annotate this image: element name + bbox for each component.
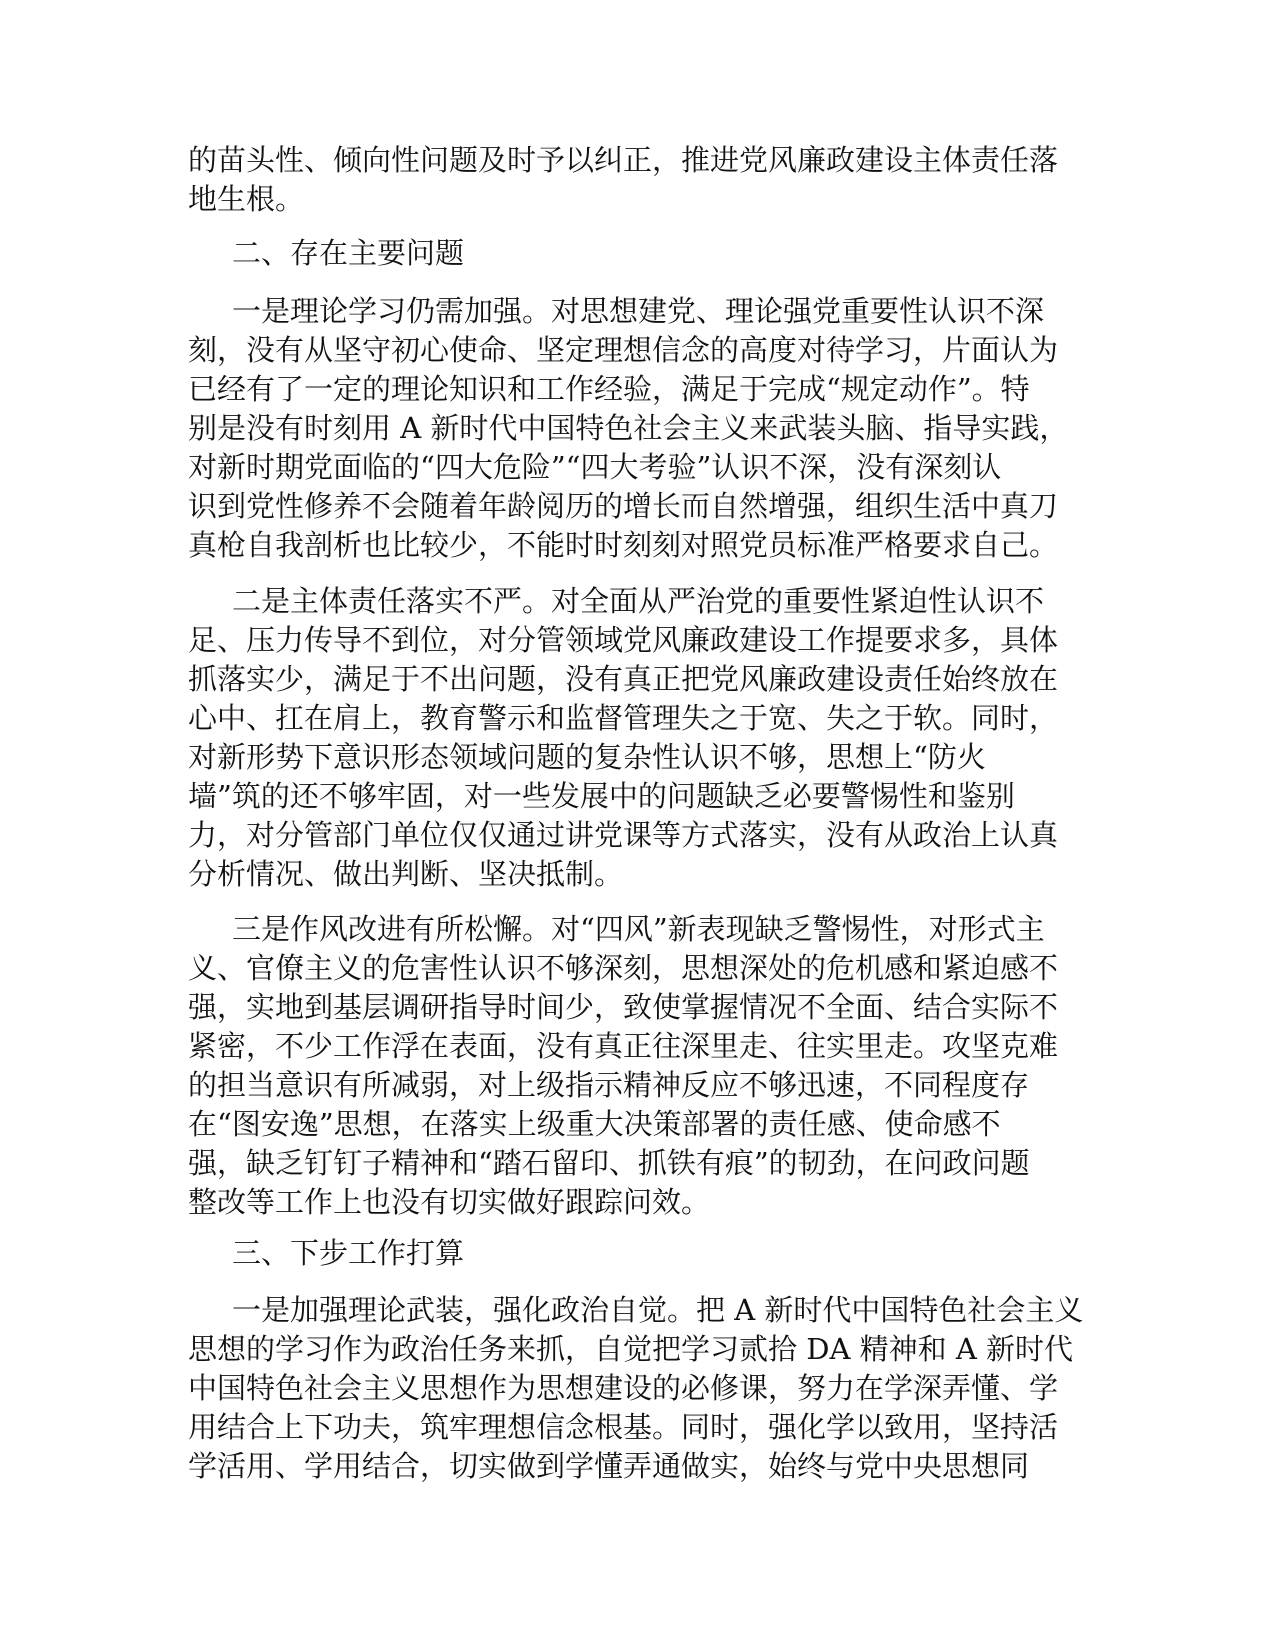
text-line: 义、官僚主义的危害性认识不够深刻，思想深处的危机感和紧迫感不 [188, 951, 1059, 985]
text-line: 一是理论学习仍需加强。对思想建党、理论强党重要性认识不深 [232, 294, 1045, 328]
text-line: 强，实地到基层调研指导时间少，致使掌握情况不全面、结合实际不 [188, 990, 1059, 1024]
text-line: 心中、扛在肩上，教育警示和监督管理失之于宽、失之于软。同时， [188, 701, 1059, 735]
text-line: 墙”筑的还不够牢固，对一些发展中的问题缺乏必要警惕性和鉴别 [188, 779, 1015, 813]
heading-text: 三、下步工作打算 [232, 1236, 465, 1270]
text-line: 抓落实少，满足于不出问题，没有真正把党风廉政建设责任始终放在 [188, 662, 1059, 696]
text-line: 思想的学习作为政治任务来抓，自觉把学习贰拾 DA 精神和 A 新时代 [188, 1332, 1074, 1366]
text-line: 已经有了一定的理论知识和工作经验，满足于完成“规定动作”。特 [188, 372, 1030, 406]
heading-text: 二、存在主要问题 [232, 236, 465, 270]
text-line: 足、压力传导不到位，对分管领域党风廉政建设工作提要求多，具体 [188, 623, 1059, 657]
text-line: 中国特色社会主义思想作为思想建设的必修课，努力在学深弄懂、学 [188, 1371, 1059, 1405]
text-line: 真枪自我剖析也比较少，不能时时刻刻对照党员标准严格要求自己。 [188, 528, 1059, 562]
paragraph-main-responsibility [188, 582, 1088, 894]
paragraph-plan-theory [188, 1291, 1088, 1486]
text-line: 别是没有时刻用 A 新时代中国特色社会主义来武装头脑、指导实践， [188, 411, 1069, 445]
text-line: 用结合上下功夫，筑牢理想信念根基。同时，强化学以致用，坚持活 [188, 1410, 1059, 1444]
paragraph-work-style [188, 910, 1088, 1222]
text-line: 分析情况、做出判断、坚决抵制。 [188, 857, 624, 891]
text-line: 的苗头性、倾向性问题及时予以纠正，推进党风廉政建设主体责任落 [188, 143, 1059, 177]
text-line: 对新时期党面临的“四大危险”“四大考验”认识不深，没有深刻认 [188, 450, 1002, 484]
text-line: 一是加强理论武装，强化政治自觉。把 A 新时代中国特色社会主义 [232, 1293, 1084, 1327]
text-line: 三是作风改进有所松懈。对“四风”新表现缺乏警惕性，对形式主 [232, 912, 1045, 946]
text-line: 的担当意识有所减弱，对上级指示精神反应不够迅速，不同程度存 [188, 1068, 1030, 1102]
text-line: 对新形势下意识形态领域问题的复杂性认识不够，思想上“防火 [188, 740, 986, 774]
paragraph-continuation [188, 141, 1088, 219]
section-heading-plan [188, 1234, 1088, 1273]
text-line: 紧密，不少工作浮在表面，没有真正往深里走、往实里走。攻坚克难 [188, 1029, 1059, 1063]
text-line: 强，缺乏钉钉子精神和“踏石留印、抓铁有痕”的韧劲，在问政问题 [188, 1146, 1030, 1180]
text-line: 刻，没有从坚守初心使命、坚定理想信念的高度对待学习，片面认为 [188, 333, 1059, 367]
text-line: 整改等工作上也没有切实做好跟踪问效。 [188, 1185, 711, 1219]
text-line: 识到党性修养不会随着年龄阅历的增长而自然增强，组织生活中真刀 [188, 489, 1059, 523]
text-line: 在“图安逸”思想，在落实上级重大决策部署的责任感、使命感不 [188, 1107, 1001, 1141]
text-line: 地生根。 [188, 182, 305, 216]
section-heading-problems [188, 234, 1088, 273]
text-line: 学活用、学用结合，切实做到学懂弄通做实，始终与党中央思想同 [188, 1449, 1030, 1483]
text-line: 力，对分管部门单位仅仅通过讲党课等方式落实，没有从政治上认真 [188, 818, 1059, 852]
text-line: 二是主体责任落实不严。对全面从严治党的重要性紧迫性认识不 [232, 584, 1045, 618]
paragraph-theory-study [188, 292, 1088, 565]
